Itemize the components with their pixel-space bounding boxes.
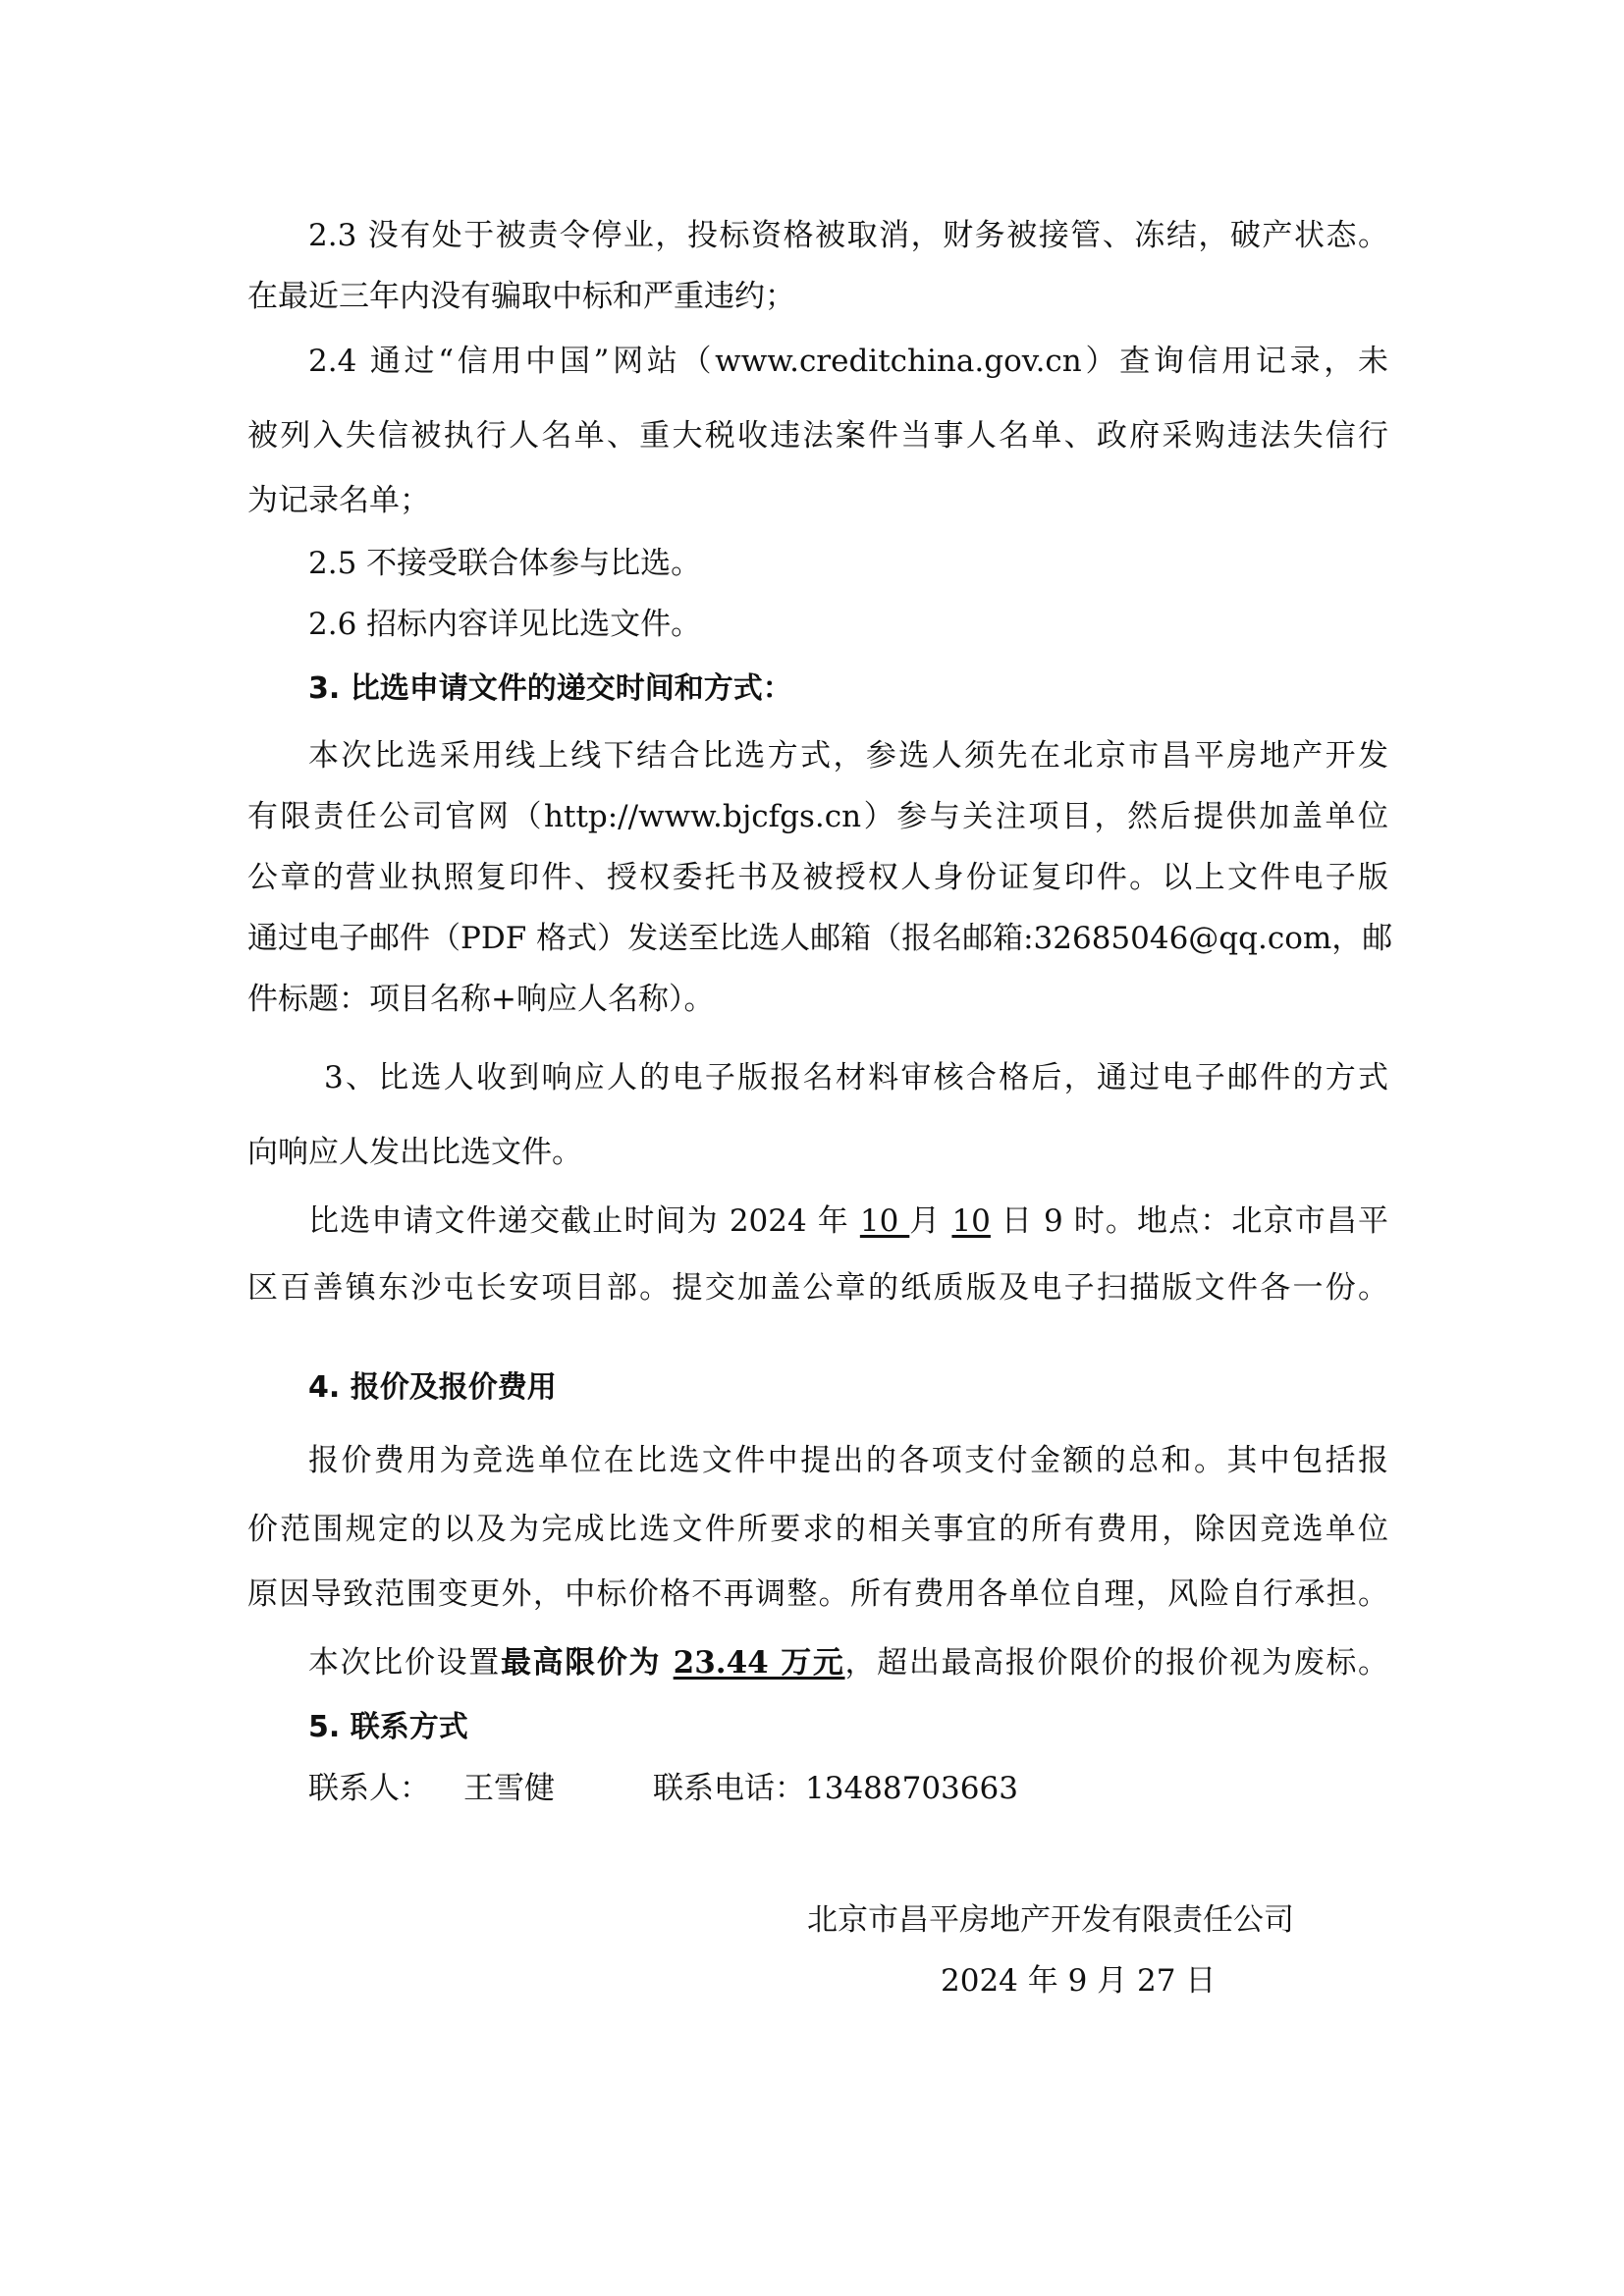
section-4-para-line-3: 原因导致范围变更外，中标价格不再调整。所有费用各单位自理，风险自行承担。 (247, 1576, 1388, 1612)
section-4-para-line-2: 价范围规定的以及为完成比选文件所要求的相关事宜的所有费用，除因竞选单位 (247, 1512, 1388, 1547)
price-limit-line (308, 1641, 1388, 1684)
contact-phone-label: 联系电话： (653, 1771, 805, 1806)
section-3-para-line-2: 有限责任公司官网（http://www.bjcfgs.cn）参与关注项目，然后提供加盖单位 (247, 799, 1388, 834)
contact-person-label: 联系人： (308, 1771, 430, 1806)
deadline-month: 10 (859, 1203, 910, 1239)
clause-2-5: 2.5 不接受联合体参与比选。 (308, 546, 702, 581)
contact-phone-number: 13488703663 (805, 1771, 1018, 1806)
section-4-heading: 4. 报价及报价费用 (308, 1370, 557, 1405)
clause-2-4-line-2: 被列入失信被执行人名单、重大税收违法案件当事人名单、政府采购违法失信行 (247, 418, 1388, 454)
deadline-day: 10 (951, 1203, 991, 1239)
deadline-text-mid: 月 (909, 1203, 952, 1239)
price-text-post: ，超出最高报价限价的报价视为废标。 (844, 1645, 1389, 1681)
deadline-line-1 (308, 1200, 1388, 1243)
clause-2-4-line-1: 2.4 通过“信用中国”网站（www.creditchina.gov.cn）查询信用记录，未 (308, 344, 1388, 379)
signature-date: 2024 年 9 月 27 日 (941, 1963, 1217, 1999)
deadline-text-pre: 比选申请文件递交截止时间为 2024 年 (308, 1203, 860, 1239)
clause-2-3-line-2: 在最近三年内没有骗取中标和严重违约； (247, 279, 795, 314)
price-text-pre: 本次比价设置 (308, 1645, 501, 1681)
section-3-para-line-1: 本次比选采用线上线下结合比选方式，参选人须先在北京市昌平房地产开发 (308, 738, 1388, 774)
price-amount: 23.44 万元 (673, 1645, 845, 1681)
contact-line (308, 1767, 1388, 1810)
clause-2-6: 2.6 招标内容详见比选文件。 (308, 607, 702, 642)
price-label-bold: 最高限价为 (500, 1645, 674, 1681)
section-3-review-line-1: 3、比选人收到响应人的电子版报名材料审核合格后，通过电子邮件的方式 (324, 1060, 1388, 1095)
section-3-para-line-3: 公章的营业执照复印件、授权委托书及被授权人身份证复印件。以上文件电子版 (247, 860, 1388, 895)
section-5-heading: 5. 联系方式 (308, 1710, 468, 1744)
section-3-para-line-4: 通过电子邮件（PDF 格式）发送至比选人邮箱（报名邮箱:32685046@qq.com，邮 (247, 921, 1393, 956)
signature-company: 北京市昌平房地产开发有限责任公司 (807, 1902, 1294, 1938)
deadline-text-post: 日 9 时。地点：北京市昌平 (990, 1203, 1388, 1239)
clause-2-4-line-3: 为记录名单； (247, 483, 430, 518)
section-3-review-line-2: 向响应人发出比选文件。 (247, 1135, 582, 1170)
section-3-para-line-5: 件标题：项目名称+响应人名称）。 (247, 982, 715, 1017)
section-3-heading: 3. 比选申请文件的递交时间和方式： (308, 671, 792, 706)
clause-2-3-line-1: 2.3 没有处于被责令停业，投标资格被取消，财务被接管、冻结，破产状态。 (308, 218, 1388, 253)
deadline-line-2: 区百善镇东沙屯长安项目部。提交加盖公章的纸质版及电子扫描版文件各一份。 (247, 1270, 1388, 1306)
contact-person-name: 王雪健 (463, 1771, 555, 1806)
section-4-para-line-1: 报价费用为竞选单位在比选文件中提出的各项支付金额的总和。其中包括报 (308, 1443, 1388, 1478)
